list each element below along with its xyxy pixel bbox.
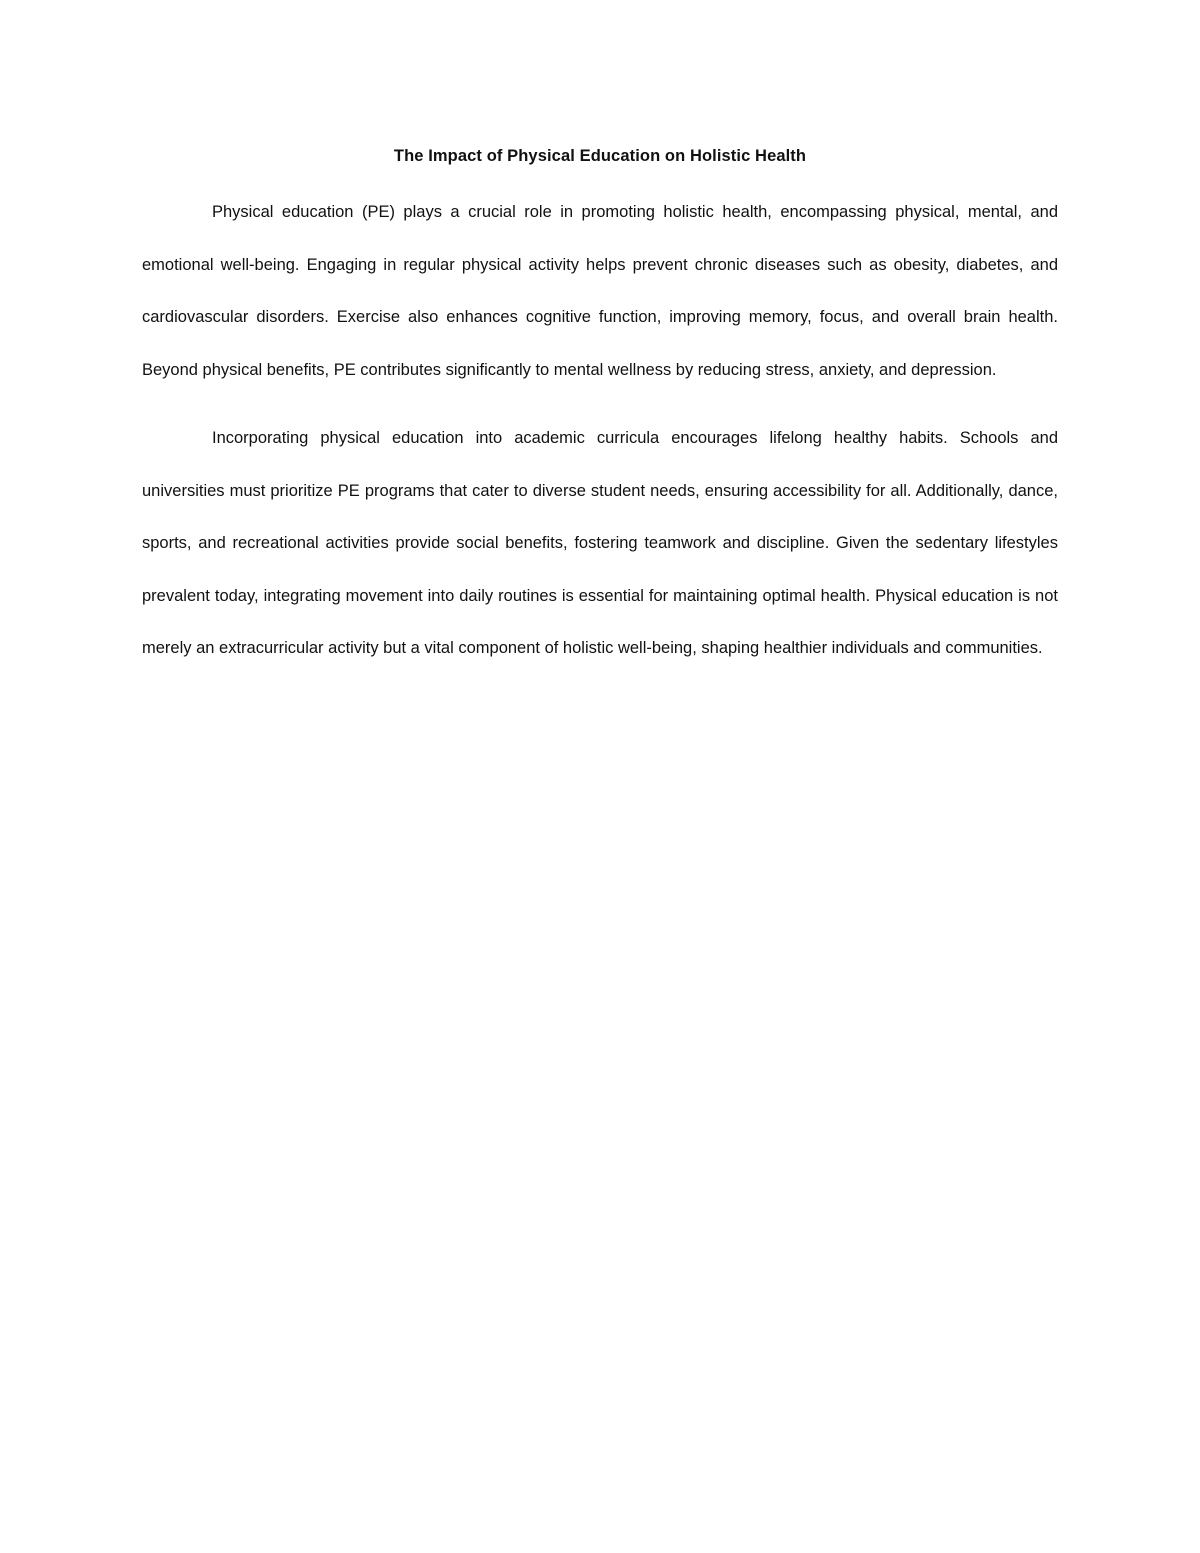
paragraph-1: Physical education (PE) plays a crucial role in promoting holistic health, encompassing physical, mental, and emotional well-being. Engaging in regular physical activity helps prevent chronic diseases such as obesity, diabetes, and cardiovascular disorders. Exercise also enhances cognitive function, improving memory, focus, and overall brain health. Beyond physical benefits, PE contributes significantly to mental wellness by reducing stress, anxiety, and depression. [142,203,1058,379]
document-body [142,142,1058,675]
document-title: The Impact of Physical Education on Holistic Health [393,147,807,165]
paragraph-2: Incorporating physical education into academic curricula encourages lifelong healthy habits. Schools and universities must prioritize PE programs that cater to diverse student needs, ensuring accessibility for all. Additionally, dance, sports, and recreational activities provide social benefits, fostering teamwork and discipline. Given the sedentary lifestyles prevalent today, integrating movement into daily routines is essential for maintaining optimal health. Physical education is not merely an extracurricular activity but a vital component of holistic well-being, shaping healthier individuals and communities. [142,429,1058,657]
